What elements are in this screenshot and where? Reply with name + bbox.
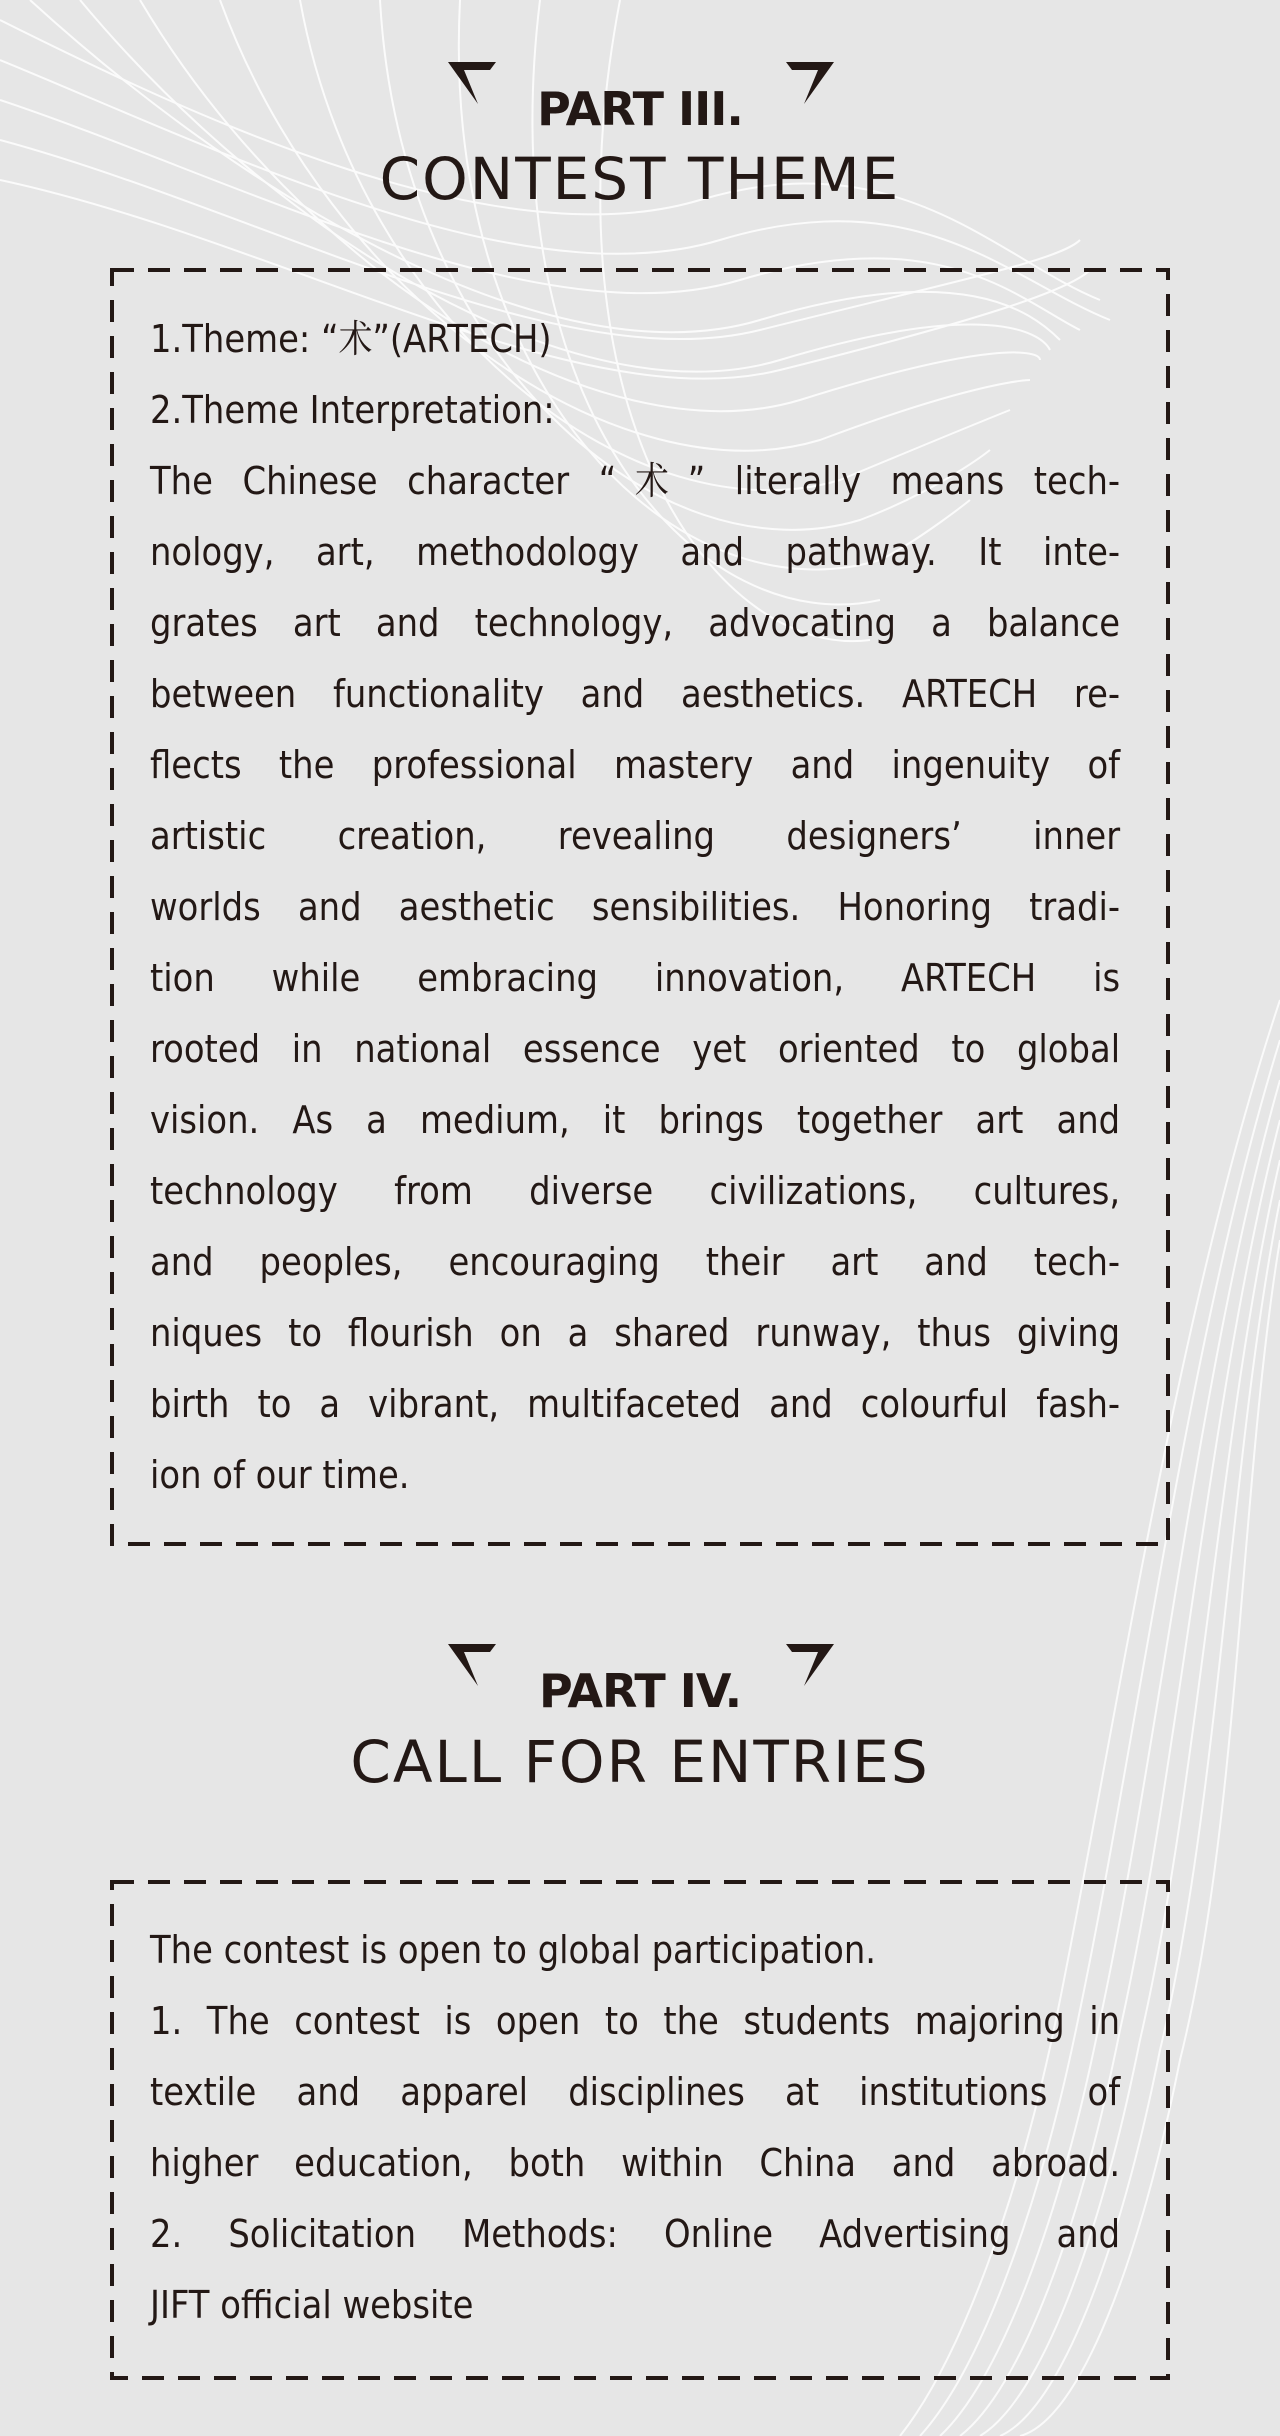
paragraph-line: ion of our time.	[150, 1453, 410, 1497]
paragraph-line: tion while embracing innovation, ARTECH is	[150, 956, 1121, 1000]
theme-interpretation-heading: 2.Theme Interpretation:	[150, 388, 555, 432]
paragraph-line: artistic creation, revealing designers’ inner	[150, 814, 1121, 858]
theme-text	[150, 304, 1120, 1511]
entries-line: higher education, both within China and abroad.	[150, 2141, 1121, 2185]
entries-text	[150, 1915, 1120, 2341]
paragraph-line: between functionality and aesthetics. ARTECH re-	[150, 672, 1121, 716]
paragraph-line: grates art and technology, advocating a balance	[150, 601, 1121, 645]
paragraph-line: worlds and aesthetic sensibilities. Honoring tradi-	[150, 885, 1121, 929]
paragraph-line: technology from diverse civilizations, cultures,	[150, 1169, 1121, 1213]
paragraph-line: and peoples, encouraging their art and tech-	[150, 1240, 1121, 1284]
part4-title: CALL FOR ENTRIES	[350, 1728, 930, 1796]
entries-line: JIFT official website	[150, 2283, 474, 2327]
paragraph-line: birth to a vibrant, multifaceted and colourful fash-	[150, 1382, 1121, 1426]
entries-line: The contest is open to global participation.	[150, 1928, 877, 1972]
part3-title: CONTEST THEME	[379, 145, 901, 213]
paragraph-line: nology, art, methodology and pathway. It inte-	[150, 530, 1121, 574]
paragraph-line: rooted in national essence yet oriented to global	[150, 1027, 1121, 1071]
theme-line: 1.Theme: “术”(ARTECH)	[150, 317, 552, 361]
paragraph-line: The Chinese character “术” literally means tech-	[150, 459, 1121, 503]
paragraph-line: vision. As a medium, it brings together art and	[150, 1098, 1121, 1142]
part4-label: PART IV.	[538, 1664, 742, 1718]
entries-line: 2. Solicitation Methods: Online Advertising and	[150, 2212, 1121, 2256]
contest-theme-box	[110, 268, 1170, 1546]
paragraph-line: flects the professional mastery and ingenuity of	[150, 743, 1121, 787]
paragraph-line: niques to flourish on a shared runway, thus giving	[150, 1311, 1121, 1355]
call-for-entries-box	[110, 1880, 1170, 2380]
entries-line: 1. The contest is open to the students majoring in	[150, 1999, 1121, 2043]
part3-label: PART III.	[537, 82, 743, 136]
entries-line: textile and apparel disciplines at institutions of	[150, 2070, 1121, 2114]
